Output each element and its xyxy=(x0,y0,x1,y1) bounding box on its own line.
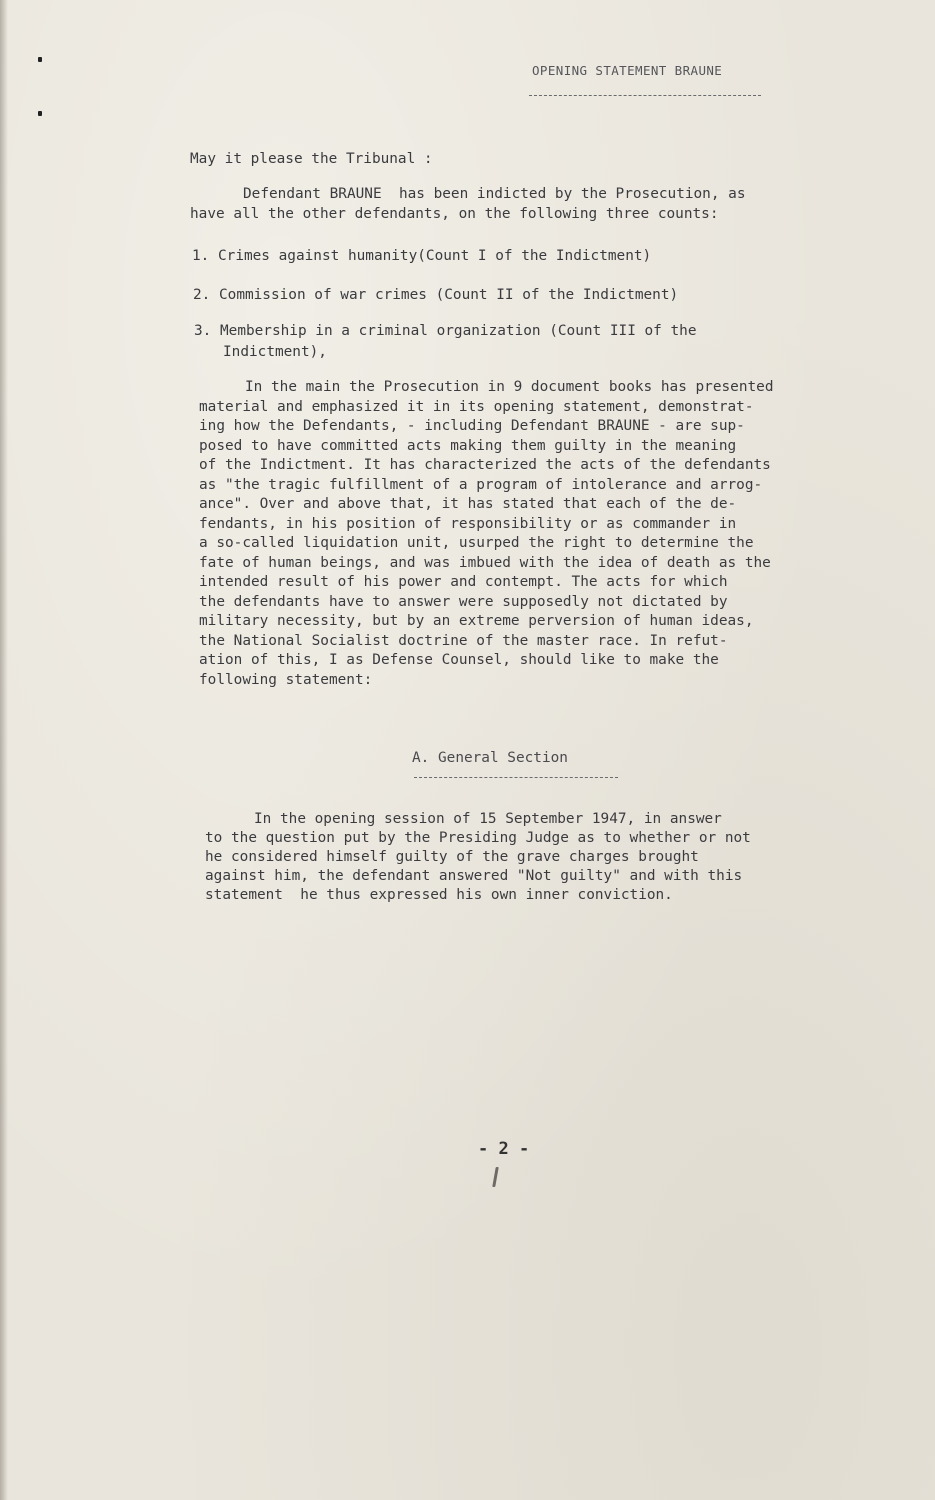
handwritten-mark xyxy=(492,1167,499,1187)
section-heading: A. General Section xyxy=(412,750,568,766)
count-item-continuation: Indictment), xyxy=(223,344,327,360)
page-number: - 2 - xyxy=(478,1139,530,1159)
paragraph-line: fendants, in his position of responsibility or as commander in xyxy=(199,516,737,532)
paragraph-line: of the Indictment. It has characterized the acts of the defendants xyxy=(199,457,771,473)
punch-hole-mark xyxy=(38,57,42,62)
paragraph-line: intended result of his power and contempt. The acts for which xyxy=(199,574,728,590)
paragraph-line: material and emphasized it in its opening statement, demonstrat- xyxy=(199,399,754,415)
paragraph-line: fate of human beings, and was imbued with the idea of death as the xyxy=(199,555,771,571)
section-heading-underline xyxy=(414,777,618,778)
paragraph-line: the National Socialist doctrine of the master race. In refut- xyxy=(199,633,728,649)
document-header: OPENING STATEMENT BRAUNE xyxy=(532,63,723,78)
punch-hole-mark xyxy=(38,111,42,116)
section-paragraph-line: statement he thus expressed his own inner conviction. xyxy=(205,887,673,903)
paragraph-line: following statement: xyxy=(199,672,373,688)
page-edge-shadow xyxy=(0,0,8,1500)
paragraph-line: the defendants have to answer were supposedly not dictated by xyxy=(199,594,728,610)
paragraph-line: as "the tragic fulfillment of a program of intolerance and arrog- xyxy=(199,477,763,493)
intro-line: have all the other defendants, on the following three counts: xyxy=(190,206,719,222)
section-paragraph-line: to the question put by the Presiding Judge as to whether or not xyxy=(205,830,751,846)
header-underline xyxy=(529,95,761,96)
paragraph-line: In the main the Prosecution in 9 document books has presented xyxy=(245,379,774,395)
section-paragraph-line: he considered himself guilty of the grave charges brought xyxy=(205,849,699,865)
count-item: 2. Commission of war crimes (Count II of the Indictment) xyxy=(193,287,679,303)
paragraph-line: a so-called liquidation unit, usurped the right to determine the xyxy=(199,535,754,551)
count-item: 3. Membership in a criminal organization (Count III of the xyxy=(194,323,697,339)
intro-line: Defendant BRAUNE has been indicted by the Prosecution, as xyxy=(243,186,746,202)
paragraph-line: ation of this, I as Defense Counsel, should like to make the xyxy=(199,652,719,668)
paragraph-line: military necessity, but by an extreme perversion of human ideas, xyxy=(199,613,754,629)
section-paragraph-line: against him, the defendant answered "Not guilty" and with this xyxy=(205,868,743,884)
paragraph-line: posed to have committed acts making them guilty in the meaning xyxy=(199,438,737,454)
salutation: May it please the Tribunal : xyxy=(190,151,433,167)
section-paragraph-line: In the opening session of 15 September 1947, in answer xyxy=(254,811,722,827)
paragraph-line: ing how the Defendants, - including Defendant BRAUNE - are sup- xyxy=(199,418,745,434)
paragraph-line: ance". Over and above that, it has stated that each of the de- xyxy=(199,496,737,512)
count-item: 1. Crimes against humanity(Count I of the Indictment) xyxy=(192,248,652,264)
